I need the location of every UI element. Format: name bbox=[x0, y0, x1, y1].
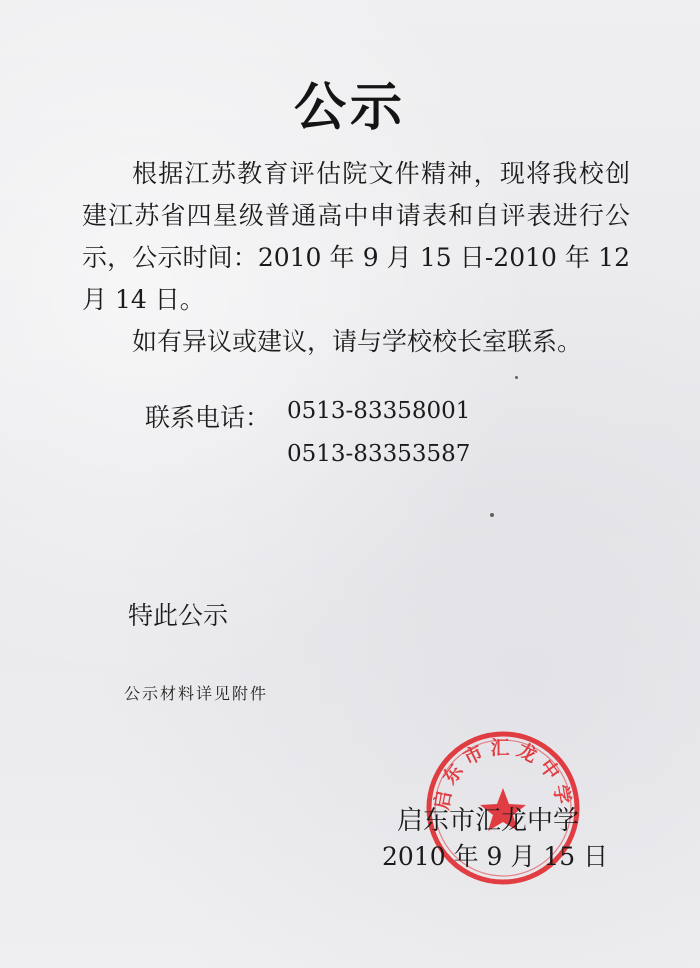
notice-paragraph-objection: 如有异议或建议，请与学校校长室联系。 bbox=[132, 327, 583, 356]
document-title: 公示 bbox=[293, 78, 406, 138]
seal-lettering: 启东市汇龙中学 bbox=[430, 737, 576, 812]
attachment-note: 公示材料详见附件 bbox=[124, 684, 269, 703]
paper-speck bbox=[515, 376, 518, 379]
paper-speck bbox=[490, 513, 494, 517]
notice-body bbox=[82, 153, 630, 363]
contact-phone-2: 0513-83353587 bbox=[287, 441, 471, 467]
notice-paragraph-main: 根据江苏教育评估院文件精神，现将我校创建江苏省四星级普通高中申请表和自评表进行公示，公示时间：2010 年 9 月 15 日-2010 年 12 月 14 日。 bbox=[82, 159, 630, 314]
signature-date: 2010 年 9 月 15 日 bbox=[382, 842, 609, 871]
signature-organization: 启东市汇龙中学 bbox=[397, 806, 580, 836]
closing-remark: 特此公示 bbox=[128, 601, 229, 630]
contact-phone-1: 0513-83358001 bbox=[287, 398, 471, 424]
contact-phone-label: 联系电话： bbox=[145, 403, 271, 432]
